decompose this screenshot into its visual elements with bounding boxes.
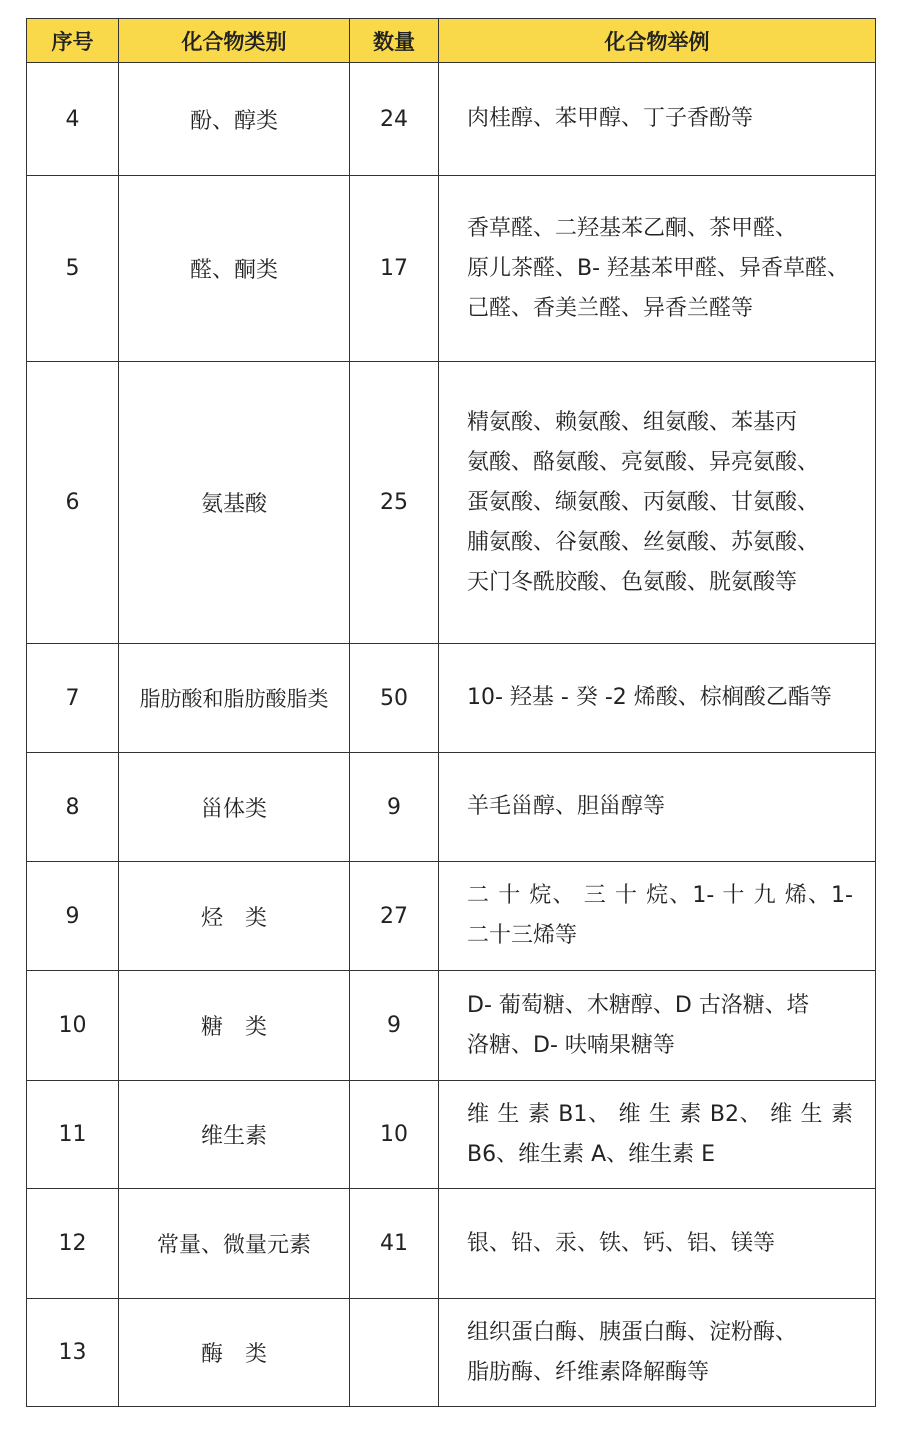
compound-category: 氨基酸 [119,362,350,644]
example-line: 香草醛、二羟基苯乙酮、茶甲醛、 [467,215,798,241]
table-row [27,1299,876,1407]
header-examples: 化合物举例 [439,19,876,63]
compound-category: 醛、酮类 [119,176,350,362]
row-number: 6 [27,362,119,644]
example-line: 己醛、香美兰醛、异香兰醛等 [467,295,754,321]
example-line: B6、维生素 A、维生素 E [467,1141,716,1167]
table-row [27,644,876,753]
compound-table [26,18,876,1407]
example-line: 原儿茶醛、B- 羟基苯甲醛、异香草醛、 [467,255,850,281]
compound-category: 糖 类 [119,971,350,1081]
example-line: 天门冬酰胶酸、色氨酸、胱氨酸等 [467,569,798,595]
compound-count: 9 [350,971,439,1081]
compound-count: 41 [350,1189,439,1299]
compound-category: 酚、醇类 [119,63,350,176]
compound-examples [439,753,876,862]
compound-examples [439,176,876,362]
example-line: D- 葡萄糖、木糖醇、D 古洛糖、塔 [467,992,809,1018]
compound-examples [439,1299,876,1407]
compound-count: 9 [350,753,439,862]
example-line: 蛋氨酸、缬氨酸、丙氨酸、甘氨酸、 [467,489,820,515]
table-row [27,862,876,971]
row-number: 8 [27,753,119,862]
row-number: 9 [27,862,119,971]
example-line: 肉桂醇、苯甲醇、丁子香酚等 [467,106,754,131]
example-line: 维 生 素 B1、 维 生 素 B2、 维 生 素 [467,1101,853,1127]
row-number: 11 [27,1081,119,1189]
compound-count [350,1299,439,1407]
compound-category: 维生素 [119,1081,350,1189]
compound-examples [439,971,876,1081]
compound-examples [439,862,876,971]
row-number: 10 [27,971,119,1081]
compound-count: 25 [350,362,439,644]
compound-count: 17 [350,176,439,362]
example-line: 羊毛甾醇、胆甾醇等 [467,794,666,819]
compound-category: 脂肪酸和脂肪酸脂类 [119,644,350,753]
example-line: 组织蛋白酶、胰蛋白酶、淀粉酶、 [467,1319,798,1345]
example-line: 精氨酸、赖氨酸、组氨酸、苯基丙 [467,409,798,435]
compound-count: 10 [350,1081,439,1189]
example-line: 脂肪酶、纤维素降解酶等 [467,1359,710,1385]
table-header [27,19,876,63]
table-body [27,63,876,1407]
compound-examples [439,644,876,753]
compound-examples [439,1189,876,1299]
example-line: 银、铅、汞、铁、钙、铝、镁等 [467,1230,776,1256]
compound-count: 27 [350,862,439,971]
table-row [27,176,876,362]
table-row [27,753,876,862]
example-line: 二十三烯等 [467,923,578,948]
compound-category: 烃 类 [119,862,350,971]
example-line: 二 十 烷、 三 十 烷、1- 十 九 烯、1- [467,883,853,908]
table-row [27,362,876,644]
example-line: 10- 羟基 - 癸 -2 烯酸、棕榈酸乙酯等 [467,685,832,710]
example-line: 脯氨酸、谷氨酸、丝氨酸、苏氨酸、 [467,529,820,555]
header-category: 化合物类别 [119,19,350,63]
table-row [27,1081,876,1189]
table-row [27,1189,876,1299]
row-number: 13 [27,1299,119,1407]
compound-count: 24 [350,63,439,176]
row-number: 7 [27,644,119,753]
compound-category: 酶 类 [119,1299,350,1407]
table-row [27,63,876,176]
compound-category: 常量、微量元素 [119,1189,350,1299]
header-row [27,19,876,63]
example-line: 洛糖、D- 呋喃果糖等 [467,1032,675,1058]
compound-examples [439,1081,876,1189]
table-row [27,971,876,1081]
row-number: 12 [27,1189,119,1299]
compound-category: 甾体类 [119,753,350,862]
row-number: 4 [27,63,119,176]
compound-examples [439,362,876,644]
row-number: 5 [27,176,119,362]
compound-count: 50 [350,644,439,753]
example-line: 氨酸、酪氨酸、亮氨酸、异亮氨酸、 [467,449,820,475]
compound-examples [439,63,876,176]
header-count: 数量 [350,19,439,63]
header-no: 序号 [27,19,119,63]
